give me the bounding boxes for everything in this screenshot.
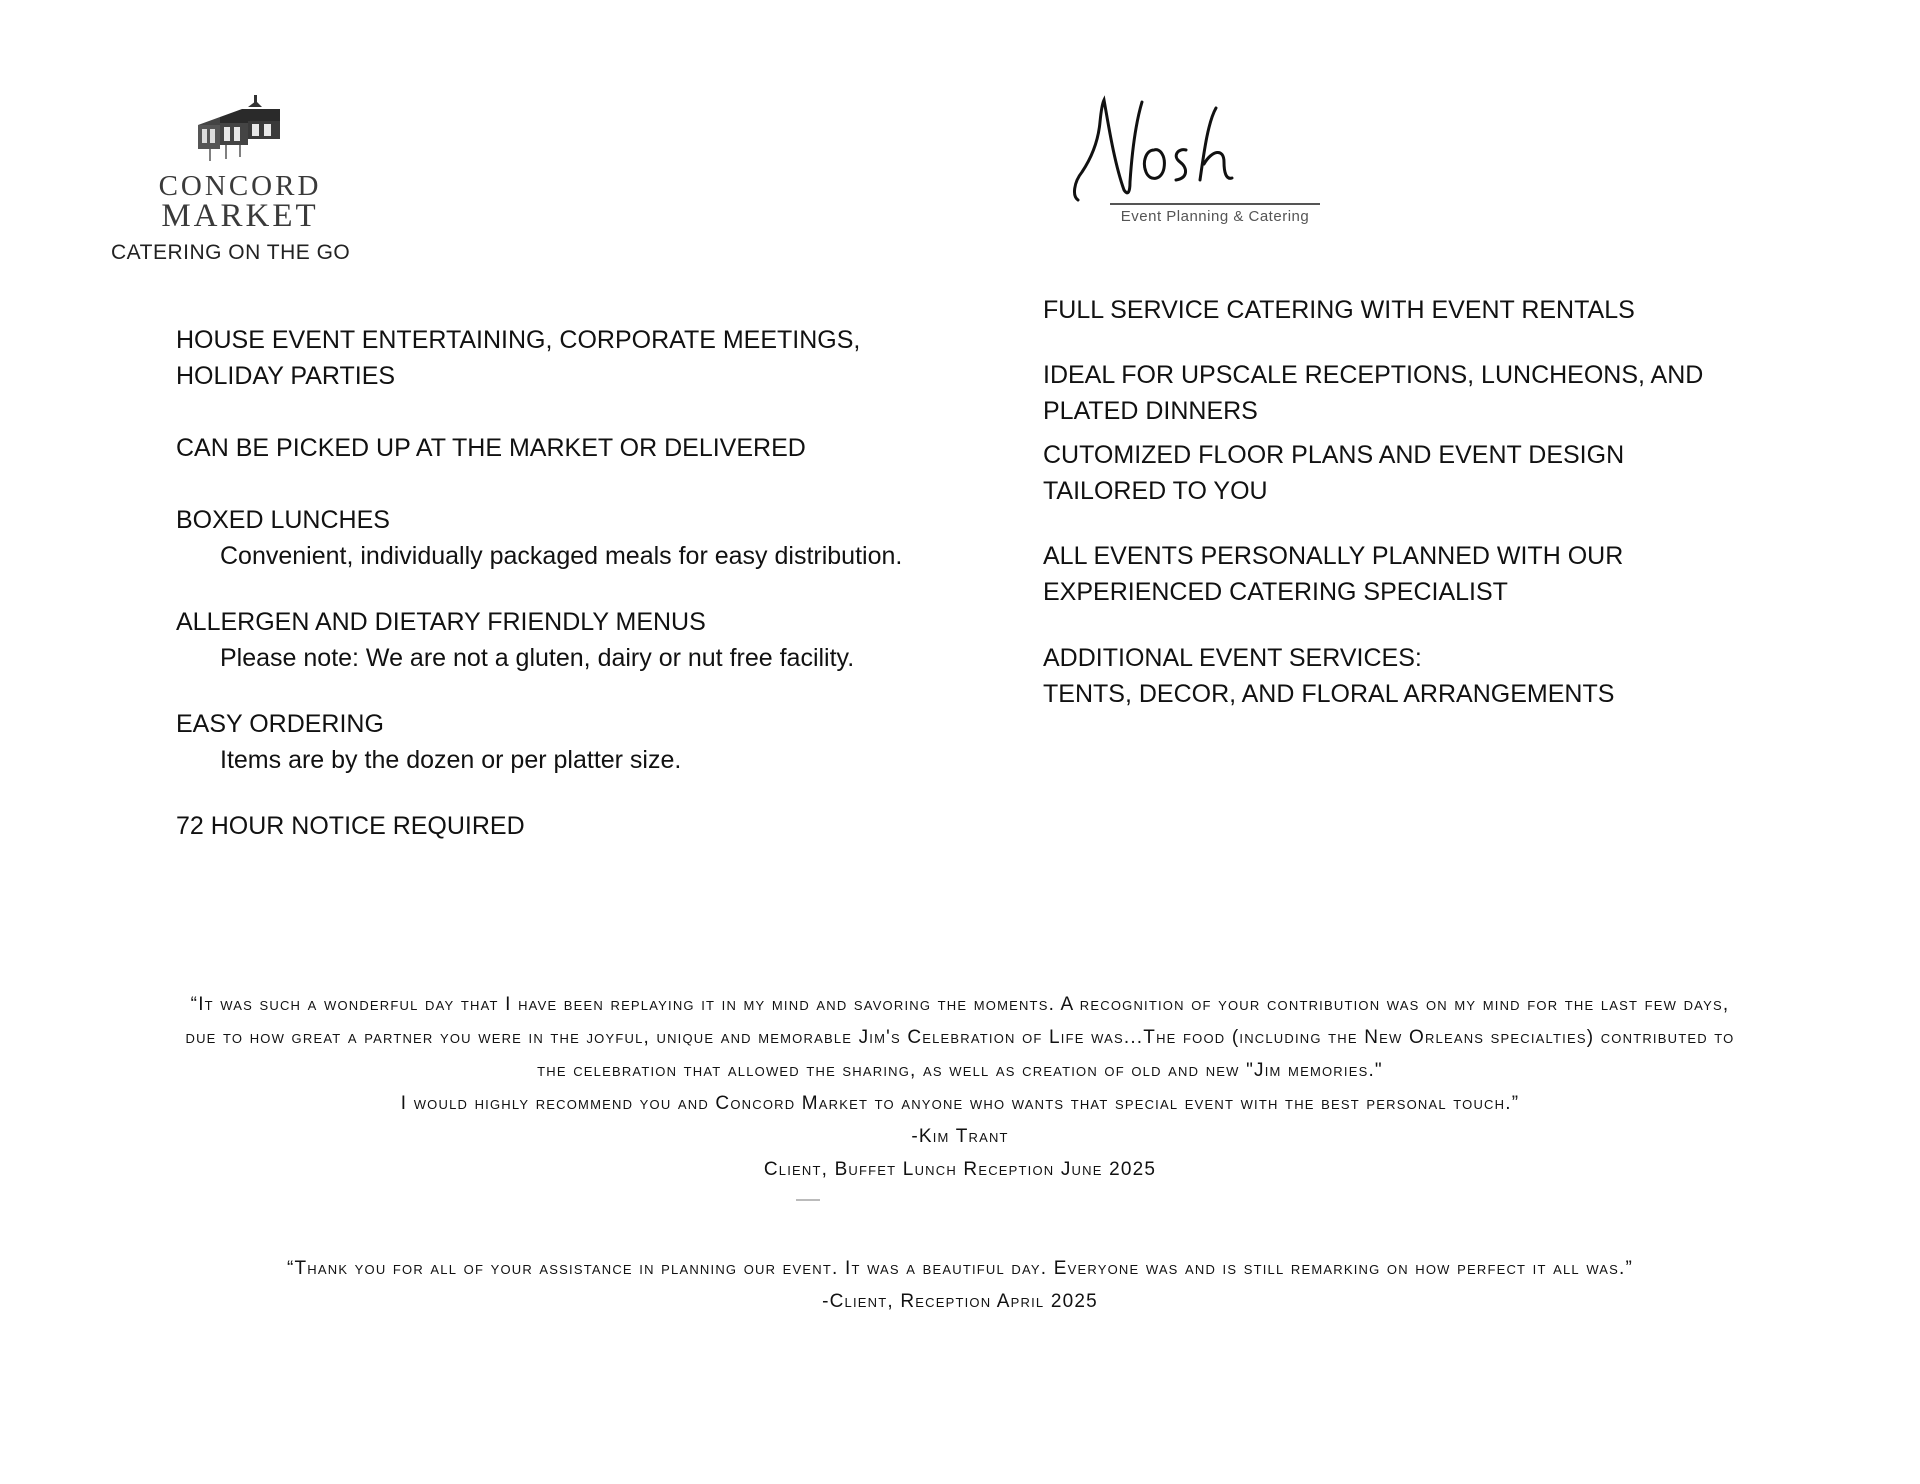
market-building-icon [190, 95, 290, 167]
list-item [1043, 292, 1635, 328]
testimonial-kim-trant [90, 988, 1830, 1186]
list-item [1043, 538, 1623, 610]
item-heading: ADDITIONAL EVENT SERVICES: [1043, 644, 1422, 672]
list-item [1043, 437, 1624, 509]
item-heading: 72 HOUR NOTICE REQUIRED [176, 812, 525, 840]
item-heading: PLATED DINNERS [1043, 397, 1258, 425]
item-heading: HOUSE EVENT ENTERTAINING, CORPORATE MEETINGS, [176, 326, 861, 354]
item-heading: ALLERGEN AND DIETARY FRIENDLY MENUS [176, 608, 706, 636]
item-detail: Please note: We are not a gluten, dairy or nut free facility. [220, 644, 855, 672]
testimonial-author: -Kim Trant [911, 1126, 1009, 1147]
list-item [176, 430, 806, 466]
concord-name-line2: MARKET [161, 198, 319, 234]
decorative-mark [796, 1199, 820, 1201]
testimonial-line: due to how great a partner you were in the joyful, unique and memorable Jim's Celebration of Life was...The food (including the New Orleans specialties) contributed to [185, 1027, 1735, 1048]
list-item [176, 604, 854, 676]
item-heading: CUTOMIZED FLOOR PLANS AND EVENT DESIGN [1043, 441, 1625, 469]
testimonial-line: “Thank you for all of your assistance in planning our event. It was a beautiful day. Everyone was and is still remarking on how perfect it all was.” [286, 1258, 1634, 1279]
item-heading: IDEAL FOR UPSCALE RECEPTIONS, LUNCHEONS, AND [1043, 361, 1704, 389]
list-item [176, 808, 525, 844]
item-heading: TENTS, DECOR, AND FLORAL ARRANGEMENTS [1043, 680, 1615, 708]
testimonial-attribution: Client, Buffet Lunch Reception June 2025 [763, 1159, 1157, 1180]
list-item [176, 706, 681, 778]
testimonial-attribution: -Client, Reception April 2025 [822, 1291, 1098, 1312]
testimonial-line: “It was such a wonderful day that I have been replaying it in my mind and savoring the moments. A recognition of your contribution was on my mind for the last few days, [190, 994, 1730, 1015]
list-item [1043, 357, 1703, 429]
concord-name-line1: CONCORD [158, 170, 322, 202]
testimonial-line: the celebration that allowed the sharing, as well as creation of old and new "Jim memories." [537, 1060, 1383, 1081]
item-heading: HOLIDAY PARTIES [176, 362, 396, 390]
concord-tagline: CATERING ON THE GO [111, 241, 351, 264]
item-heading: EXPERIENCED CATERING SPECIALIST [1043, 578, 1508, 606]
item-heading: ALL EVENTS PERSONALLY PLANNED WITH OUR [1043, 542, 1624, 570]
nosh-logo [1068, 92, 1328, 232]
item-heading: CAN BE PICKED UP AT THE MARKET OR DELIVERED [176, 434, 806, 462]
nosh-subtitle: Event Planning & Catering [1120, 208, 1310, 225]
item-heading: BOXED LUNCHES [176, 506, 390, 534]
testimonial-reception [90, 1252, 1830, 1318]
nosh-divider [1110, 203, 1320, 205]
item-detail: Items are by the dozen or per platter size. [220, 746, 682, 774]
item-heading: TAILORED TO YOU [1043, 477, 1268, 505]
item-heading: FULL SERVICE CATERING WITH EVENT RENTALS [1043, 296, 1635, 324]
item-detail: Convenient, individually packaged meals for easy distribution. [220, 542, 903, 570]
concord-market-logo [100, 95, 380, 234]
testimonial-line: I would highly recommend you and Concord Market to anyone who wants that special event with the best personal touch.” [400, 1093, 1520, 1114]
nosh-script-wordmark [1068, 92, 1258, 207]
list-item [176, 502, 902, 574]
list-item [176, 322, 860, 394]
item-heading: EASY ORDERING [176, 710, 384, 738]
list-item [1043, 640, 1614, 712]
